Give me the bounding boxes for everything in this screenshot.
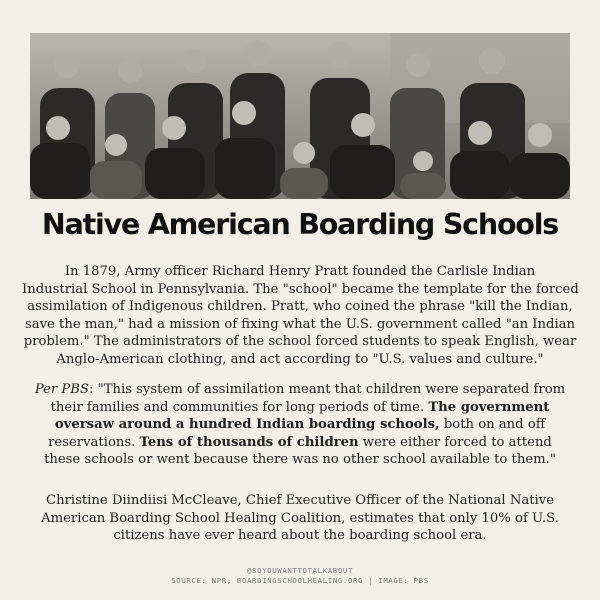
text-line: citizens have ever heard about the boarding school era. xyxy=(113,528,487,544)
historical-group-photo xyxy=(30,33,570,199)
text-line xyxy=(22,399,578,417)
source-attribution: Per PBS xyxy=(34,382,89,397)
footer-handle: @SOYOUWANTTOTALKABOUT xyxy=(246,566,354,575)
text-span: : "This system of assimilation meant that children were separated from xyxy=(89,382,566,397)
text-line: problem." The administrators of the school forced students to speak English, wear xyxy=(23,334,577,350)
text-line: Christine Diindiisi McCleave, Chief Executive Officer of the National Native xyxy=(45,493,554,508)
text-line xyxy=(22,416,578,434)
text-line: American Boarding School Healing Coalition, estimates that only 10% of U.S. xyxy=(41,510,559,526)
text-line: Industrial School in Pennsylvania. The "school" became the template for the forced xyxy=(22,281,579,297)
text-line: In 1879, Army officer Richard Henry Pratt founded the Carlisle Indian xyxy=(64,264,536,279)
text-span: their families and communities for long periods of time. xyxy=(50,399,429,415)
paragraph-mccleave xyxy=(22,492,578,545)
paragraph-pbs-quote xyxy=(22,381,578,469)
text-line xyxy=(22,381,578,399)
footer-source: SOURCE: NPR, BOARDINGSCHOOLHEALING.ORG | IMAGE: PBS xyxy=(171,576,429,585)
text-line xyxy=(22,434,578,452)
text-span: were either forced to attend xyxy=(358,434,552,450)
paragraph-history xyxy=(22,263,578,369)
text-line: assimilation of Indigenous children. Pratt, who coined the phrase "kill the Indian, xyxy=(27,299,573,315)
bold-text: Tens of thousands of children xyxy=(139,434,359,450)
page-title: Native American Boarding Schools xyxy=(41,208,559,241)
text-line: Anglo-American clothing, and act according to "U.S. values and culture." xyxy=(56,351,544,367)
text-line: save the man," had a mission of fixing what the U.S. government called "an Indian xyxy=(24,316,576,332)
bold-text: oversaw around a hundred Indian boarding schools, xyxy=(54,417,440,433)
bold-text: The government xyxy=(428,399,550,415)
text-line: these schools or went because there was no other school available to them." xyxy=(44,452,556,468)
text-span: reservations. xyxy=(48,434,140,450)
text-span: both on and off xyxy=(439,417,546,433)
